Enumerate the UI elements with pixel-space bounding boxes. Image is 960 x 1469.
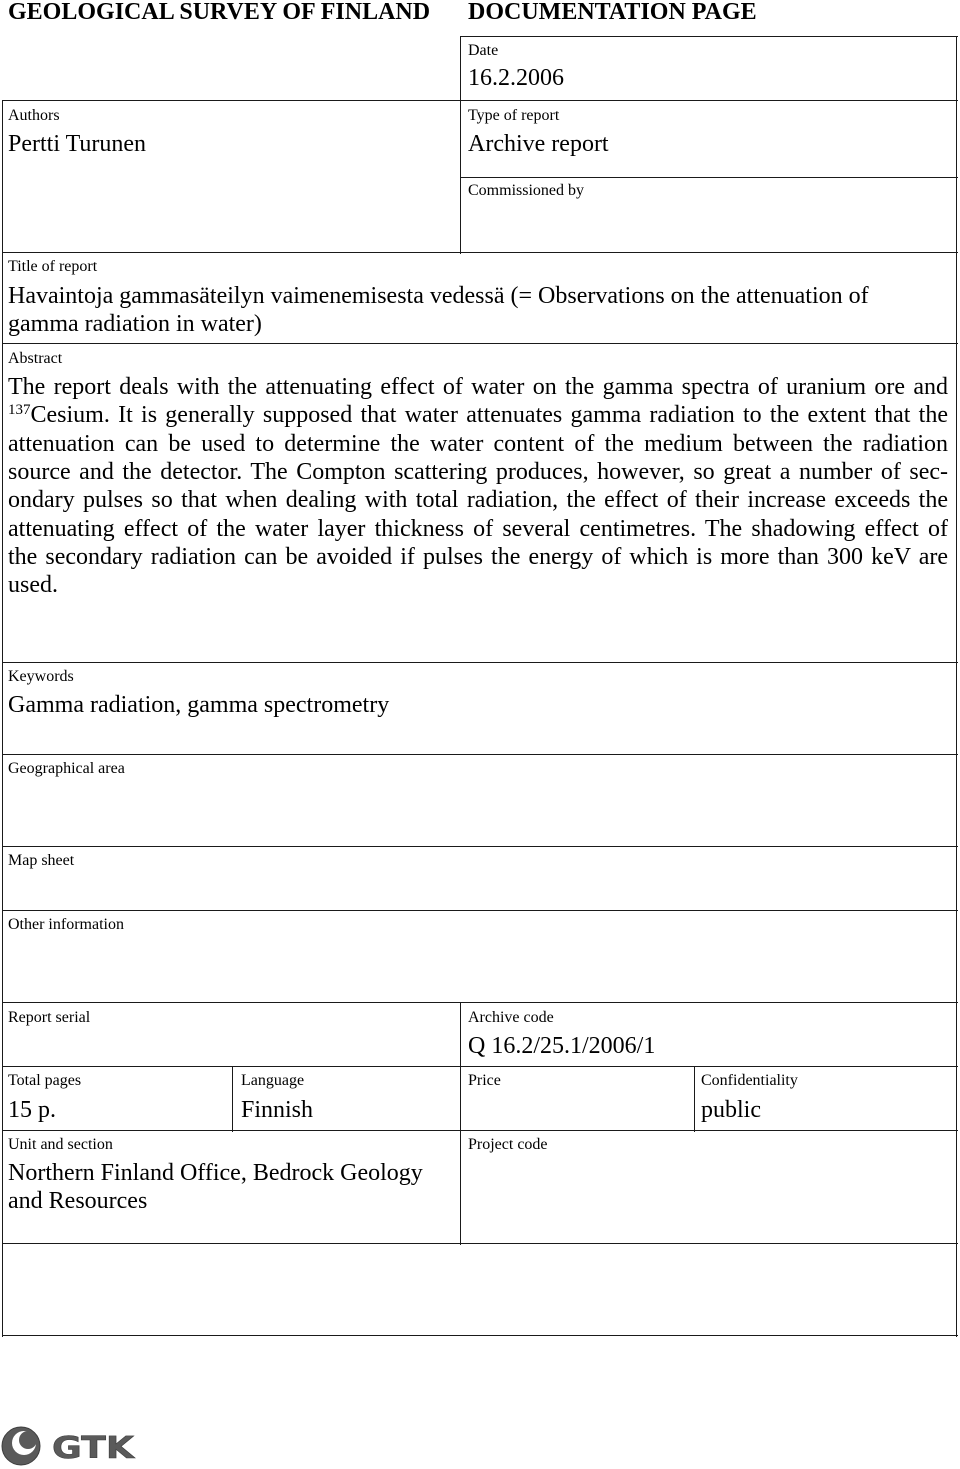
table-rule xyxy=(460,36,461,254)
abstract-line-text: source and the detector. The Compton scattering produces, however, so great a number of sec- xyxy=(8,458,948,485)
archive-code-label: Archive code xyxy=(468,1009,554,1026)
table-rule xyxy=(2,252,958,253)
table-rule xyxy=(2,662,958,663)
table-rule xyxy=(2,846,958,847)
date-label: Date xyxy=(468,42,499,59)
abstract-line-text: Cesium. It is generally supposed that water attenuates gamma radiation to the extent that the xyxy=(30,402,948,429)
abstract-line xyxy=(8,571,948,599)
unit-and-section-label: Unit and section xyxy=(8,1136,113,1153)
total-pages-label: Total pages xyxy=(8,1072,82,1089)
abstract-line-text: attenuating effect of the water layer thickness of several centimetres. The shadowing effect of xyxy=(8,515,948,542)
unit-and-section-value: Northern Finland Office, Bedrock Geology and Resources xyxy=(8,1160,423,1214)
title-label: Title of report xyxy=(8,258,98,275)
abstract-line xyxy=(8,401,948,429)
price-label: Price xyxy=(468,1072,501,1089)
confidentiality-value: public xyxy=(701,1097,761,1123)
abstract-label: Abstract xyxy=(8,350,63,367)
title-value: Havaintoja gammasäteilyn vaimenemisesta vedessä (= Observations on the attenuation of gamma radiation in water) xyxy=(8,283,869,337)
archive-code-value: Q 16.2/25.1/2006/1 xyxy=(468,1033,656,1059)
authors-value: Pertti Turunen xyxy=(8,131,147,157)
total-pages-value: 15 p. xyxy=(8,1097,56,1123)
isotope-mass-superscript: 137 xyxy=(8,402,31,419)
abstract-line-text: The report deals with the attenuating effect of water on the gamma spectra of uranium ore and xyxy=(8,374,948,400)
keywords-label: Keywords xyxy=(8,668,74,685)
abstract-line xyxy=(8,515,948,543)
table-rule xyxy=(2,910,958,911)
table-rule xyxy=(460,36,958,37)
table-rule xyxy=(694,1066,695,1132)
gtk-logo xyxy=(0,1424,140,1468)
authors-label: Authors xyxy=(8,107,60,124)
table-rule xyxy=(2,1002,958,1003)
table-rule xyxy=(2,1066,958,1067)
page-title: DOCUMENTATION PAGE xyxy=(468,0,757,25)
gtk-logo-text: GTK xyxy=(52,1431,137,1466)
table-rule xyxy=(232,1066,233,1132)
date-value: 16.2.2006 xyxy=(468,65,564,91)
language-value: Finnish xyxy=(241,1097,314,1123)
table-rule xyxy=(2,754,958,755)
table-rule xyxy=(460,1002,461,1245)
abstract-line xyxy=(8,543,948,571)
abstract-line xyxy=(8,373,948,401)
abstract-line-text: attenuation can be used to determine the water content of the medium between the radiation xyxy=(8,430,948,457)
table-rule xyxy=(2,343,958,344)
table-rule xyxy=(2,100,3,1337)
table-rule xyxy=(2,1335,958,1336)
abstract-line-text: ondary pulses so that when dealing with total radiation, the effect of their increase exceeds the xyxy=(8,487,948,514)
geographical-area-label: Geographical area xyxy=(8,760,125,777)
project-code-label: Project code xyxy=(468,1136,548,1153)
report-type-value: Archive report xyxy=(468,131,609,157)
gtk-emblem-icon xyxy=(2,1427,40,1465)
abstract-line xyxy=(8,458,948,486)
confidentiality-label: Confidentiality xyxy=(701,1072,798,1089)
abstract-line-text: used. xyxy=(8,572,58,599)
language-label: Language xyxy=(241,1072,305,1089)
table-rule xyxy=(956,36,957,1337)
table-rule xyxy=(2,1130,958,1131)
abstract-line-text: the secondary radiation can be avoided if pulses the energy of which is more than 300 keV are xyxy=(8,543,948,570)
table-rule xyxy=(2,100,958,101)
other-information-label: Other information xyxy=(8,916,124,933)
table-rule xyxy=(460,177,958,178)
abstract-line xyxy=(8,486,948,514)
commissioned-by-label: Commissioned by xyxy=(468,182,585,199)
table-rule xyxy=(2,1243,958,1244)
report-serial-label: Report serial xyxy=(8,1009,91,1026)
organization-name: GEOLOGICAL SURVEY OF FINLAND xyxy=(8,0,431,25)
map-sheet-label: Map sheet xyxy=(8,852,75,869)
keywords-value: Gamma radiation, gamma spectrometry xyxy=(8,692,390,718)
abstract-line xyxy=(8,430,948,458)
report-type-label: Type of report xyxy=(468,107,560,124)
